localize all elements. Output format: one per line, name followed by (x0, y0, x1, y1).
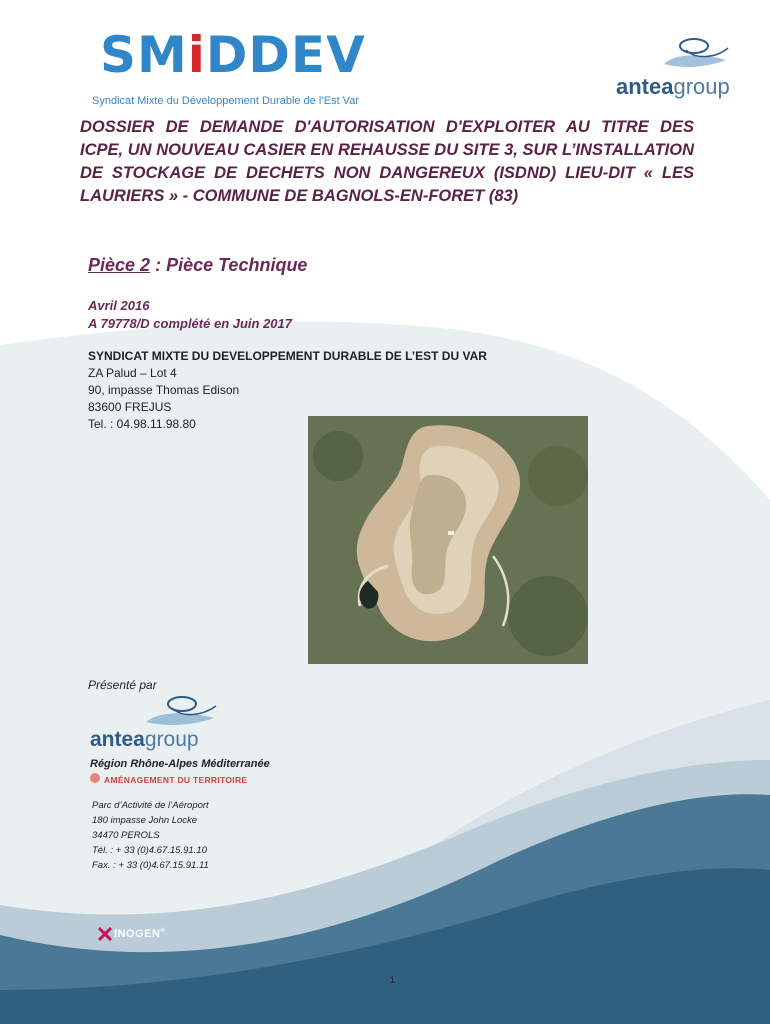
inogen-x-icon (98, 927, 112, 941)
antea-word-group: group (144, 728, 199, 751)
client-line-1: ZA Palud – Lot 4 (88, 366, 177, 380)
inogen-text: INOGEN (114, 928, 161, 940)
smiddev-logo (100, 26, 366, 84)
presenter-contact (92, 798, 209, 873)
piece-separator: : (150, 255, 167, 275)
antea-swoosh-icon (656, 34, 736, 74)
logo-text-part2: DDEV (205, 26, 366, 84)
antea-swoosh-icon (142, 692, 222, 732)
antea-word-group: group (673, 74, 730, 99)
aerial-site-photo (308, 416, 588, 664)
presented-by-label: Présenté par (88, 678, 157, 692)
piece-label: Pièce Technique (166, 255, 308, 275)
client-line-2: 90, impasse Thomas Edison (88, 383, 240, 397)
client-line-3: 83600 FREJUS (88, 400, 172, 414)
piece-number: Pièce 2 (88, 255, 151, 275)
antea-logo-top (608, 34, 748, 104)
presenter-addr-3: 34470 PEROLS (92, 830, 160, 841)
date-line-2: A 79778/D complété en Juin 2017 (88, 316, 293, 331)
presenter-tel: Tél. : + 33 (0)4.67.15.91.10 (92, 845, 207, 856)
antea-word-main: antea (90, 728, 145, 751)
presenter-addr-1: Parc d’Activité de l’Aéroport (92, 800, 209, 811)
presenter-department: AMÉNAGEMENT DU TERRITOIRE (104, 775, 248, 785)
piece-heading (88, 255, 307, 276)
logo-text-red-i: i (187, 26, 206, 84)
smiddev-subtitle: Syndicat Mixte du Développement Durable de l’Est Var (92, 95, 359, 107)
page-number: 1 (390, 975, 396, 985)
client-name: SYNDICAT MIXTE DU DEVELOPPEMENT DURABLE DE L’EST DU VAR (88, 349, 487, 363)
client-phone: Tel. : 04.98.11.98.80 (88, 417, 196, 431)
date-line-1: Avril 2016 (88, 298, 150, 313)
document-title: DOSSIER DE DEMANDE D'AUTORISATION D'EXPLOITER AU TITRE DES ICPE, UN NOUVEAU CASIER EN REHAUSSE DU SITE 3, SUR L’INSTALLATION DE STOCKAGE DE DECHETS NON DANGEREUX (ISDND) LIEU-DIT « LES LAURIERS » - COMMUNE DE BAGNOLS-EN-FORET (83) (80, 118, 694, 205)
presenter-addr-2: 180 impasse John Locke (92, 815, 198, 826)
logo-text-part1: SM (100, 26, 188, 84)
inogen-logo (114, 928, 165, 940)
presenter-region: Région Rhône-Alpes Méditerranée (90, 758, 270, 770)
antea-logo-presenter (90, 692, 240, 762)
presenter-fax: Fax. : + 33 (0)4.67.15.91.11 (92, 860, 209, 871)
inogen-mark: ® (160, 928, 166, 934)
antea-word-main: antea (616, 74, 674, 99)
amenagement-icon (89, 772, 101, 784)
